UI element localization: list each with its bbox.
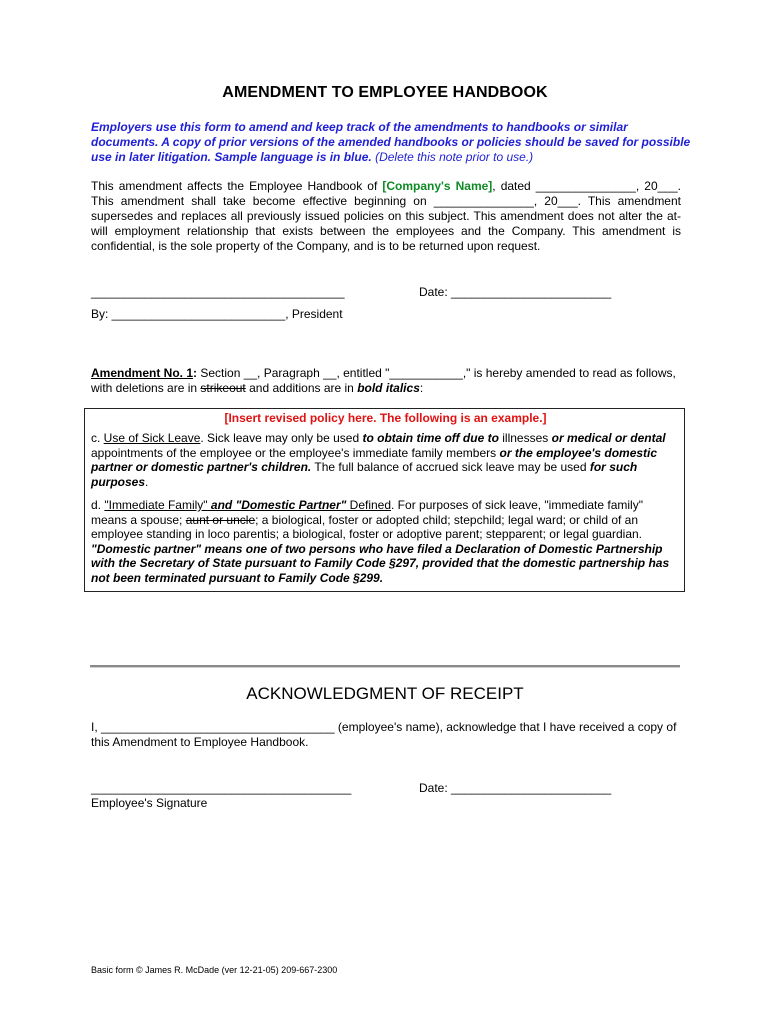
para-d-text-2: ; a biological, foster or adopted child; stepchild; legal ward; or child of an employee standing in loco parentis; a biological, foster or adoptive parent; stepparent; or legal guardian. (91, 512, 643, 542)
para-c-bold-4: for such purposes (91, 460, 638, 489)
amendment-text-3: : (419, 381, 424, 395)
para-c-prefix: c. (91, 431, 104, 445)
intro-text-1: This amendment affects the Employee Handbook of (91, 179, 383, 193)
para-d-prefix: d. (91, 498, 105, 512)
signature-line: ______________________________________ (91, 285, 345, 299)
intro-text-2: , dated _______________, 20___. This amendment shall take become effective beginning on _______________, 20___. This amendment supersedes and replaces all previously issued policies on this subject. This amendment does not alter the at-will employment relationship that exists between the employees and the Company. This amendment is confidential, is the sole property of the Company, and is to be returned upon request. (91, 179, 681, 253)
para-c-text-2: illnesses (498, 431, 552, 445)
sick-leave-paragraph (91, 431, 679, 489)
para-d-bold-1: "Domestic partner" means one of two persons who have filed a Declaration of Domestic Partnership with the Secretary of State pursuant to Family Code §297, provided that the domestic partnership has not been terminated pursuant to Family Code §299. (91, 541, 670, 585)
employee-signature-line: _______________________________________ (91, 781, 352, 795)
family-definition-paragraph (91, 498, 679, 586)
amendment-colon: : (193, 366, 198, 380)
intro-paragraph (91, 179, 681, 254)
section-divider (90, 665, 680, 668)
employee-signature-date: Date: ________________________ (419, 781, 612, 795)
sick-leave-heading: Use of Sick Leave (103, 431, 201, 445)
para-d-heading-bold: and "Domestic Partner" (207, 498, 347, 512)
para-c-text-1: . Sick leave may only be used (200, 431, 363, 445)
instruction-note-bold: Employers use this form to amend and keep track of the amendments to handbooks or similar documents. A copy of prior versions of the amended handbooks or policies should be saved for possible use in later litigation. Sample language is in blue. (91, 120, 691, 164)
amendment-paragraph (91, 366, 681, 396)
footer-credit: Basic form © James R. McDade (ver 12-21-05) 209-667-2300 (91, 965, 338, 975)
para-c-bold-2: or medical or dental (551, 431, 666, 445)
employee-signature-label: Employee's Signature (91, 796, 208, 810)
para-c-bold-1: to obtain time off due to (362, 431, 499, 445)
para-d-heading-2: Defined (346, 498, 392, 512)
para-c-text-3: appointments of the employee or the employee's immediate family members (91, 445, 500, 460)
para-c-text-4: The full balance of accrued sick leave may be used (311, 460, 590, 475)
bold-italics-example: bold italics (357, 381, 420, 395)
amendment-label: Amendment No. 1 (91, 366, 194, 380)
acknowledgment-title: ACKNOWLEDGMENT OF RECEIPT (246, 684, 524, 703)
para-d-strike: aunt or uncle (185, 512, 256, 527)
para-d-heading-1: "Immediate Family" (104, 498, 208, 512)
strikeout-example: strikeout (200, 381, 246, 395)
instruction-note-delete: (Delete this note prior to use.) (375, 150, 534, 164)
para-c-text-5: . (145, 474, 149, 489)
company-name-placeholder: [Company's Name] (382, 179, 493, 193)
example-policy-box (84, 408, 685, 592)
acknowledgment-body: I, ___________________________________ (employee's name), acknowledge that I have received a copy of this Amendment to Employee Handbook. (91, 720, 677, 749)
para-c-bold-3: or the employee's domestic partner or domestic partner's children. (91, 445, 658, 475)
document-title: AMENDMENT TO EMPLOYEE HANDBOOK (222, 84, 548, 101)
signature-date: Date: ________________________ (419, 285, 612, 299)
para-d-text-1: . For purposes of sick leave, "immediate family" means a spouse; (91, 498, 643, 527)
amendment-text-1: Section __, Paragraph __, entitled "___________," is hereby amended to read as follows, with deletions are in (91, 366, 676, 395)
signature-by-president: By: __________________________, President (91, 307, 343, 321)
amendment-text-2: and additions are in (245, 381, 358, 395)
box-header: [Insert revised policy here. The following is an example.] (224, 411, 547, 425)
instruction-note (91, 120, 691, 165)
